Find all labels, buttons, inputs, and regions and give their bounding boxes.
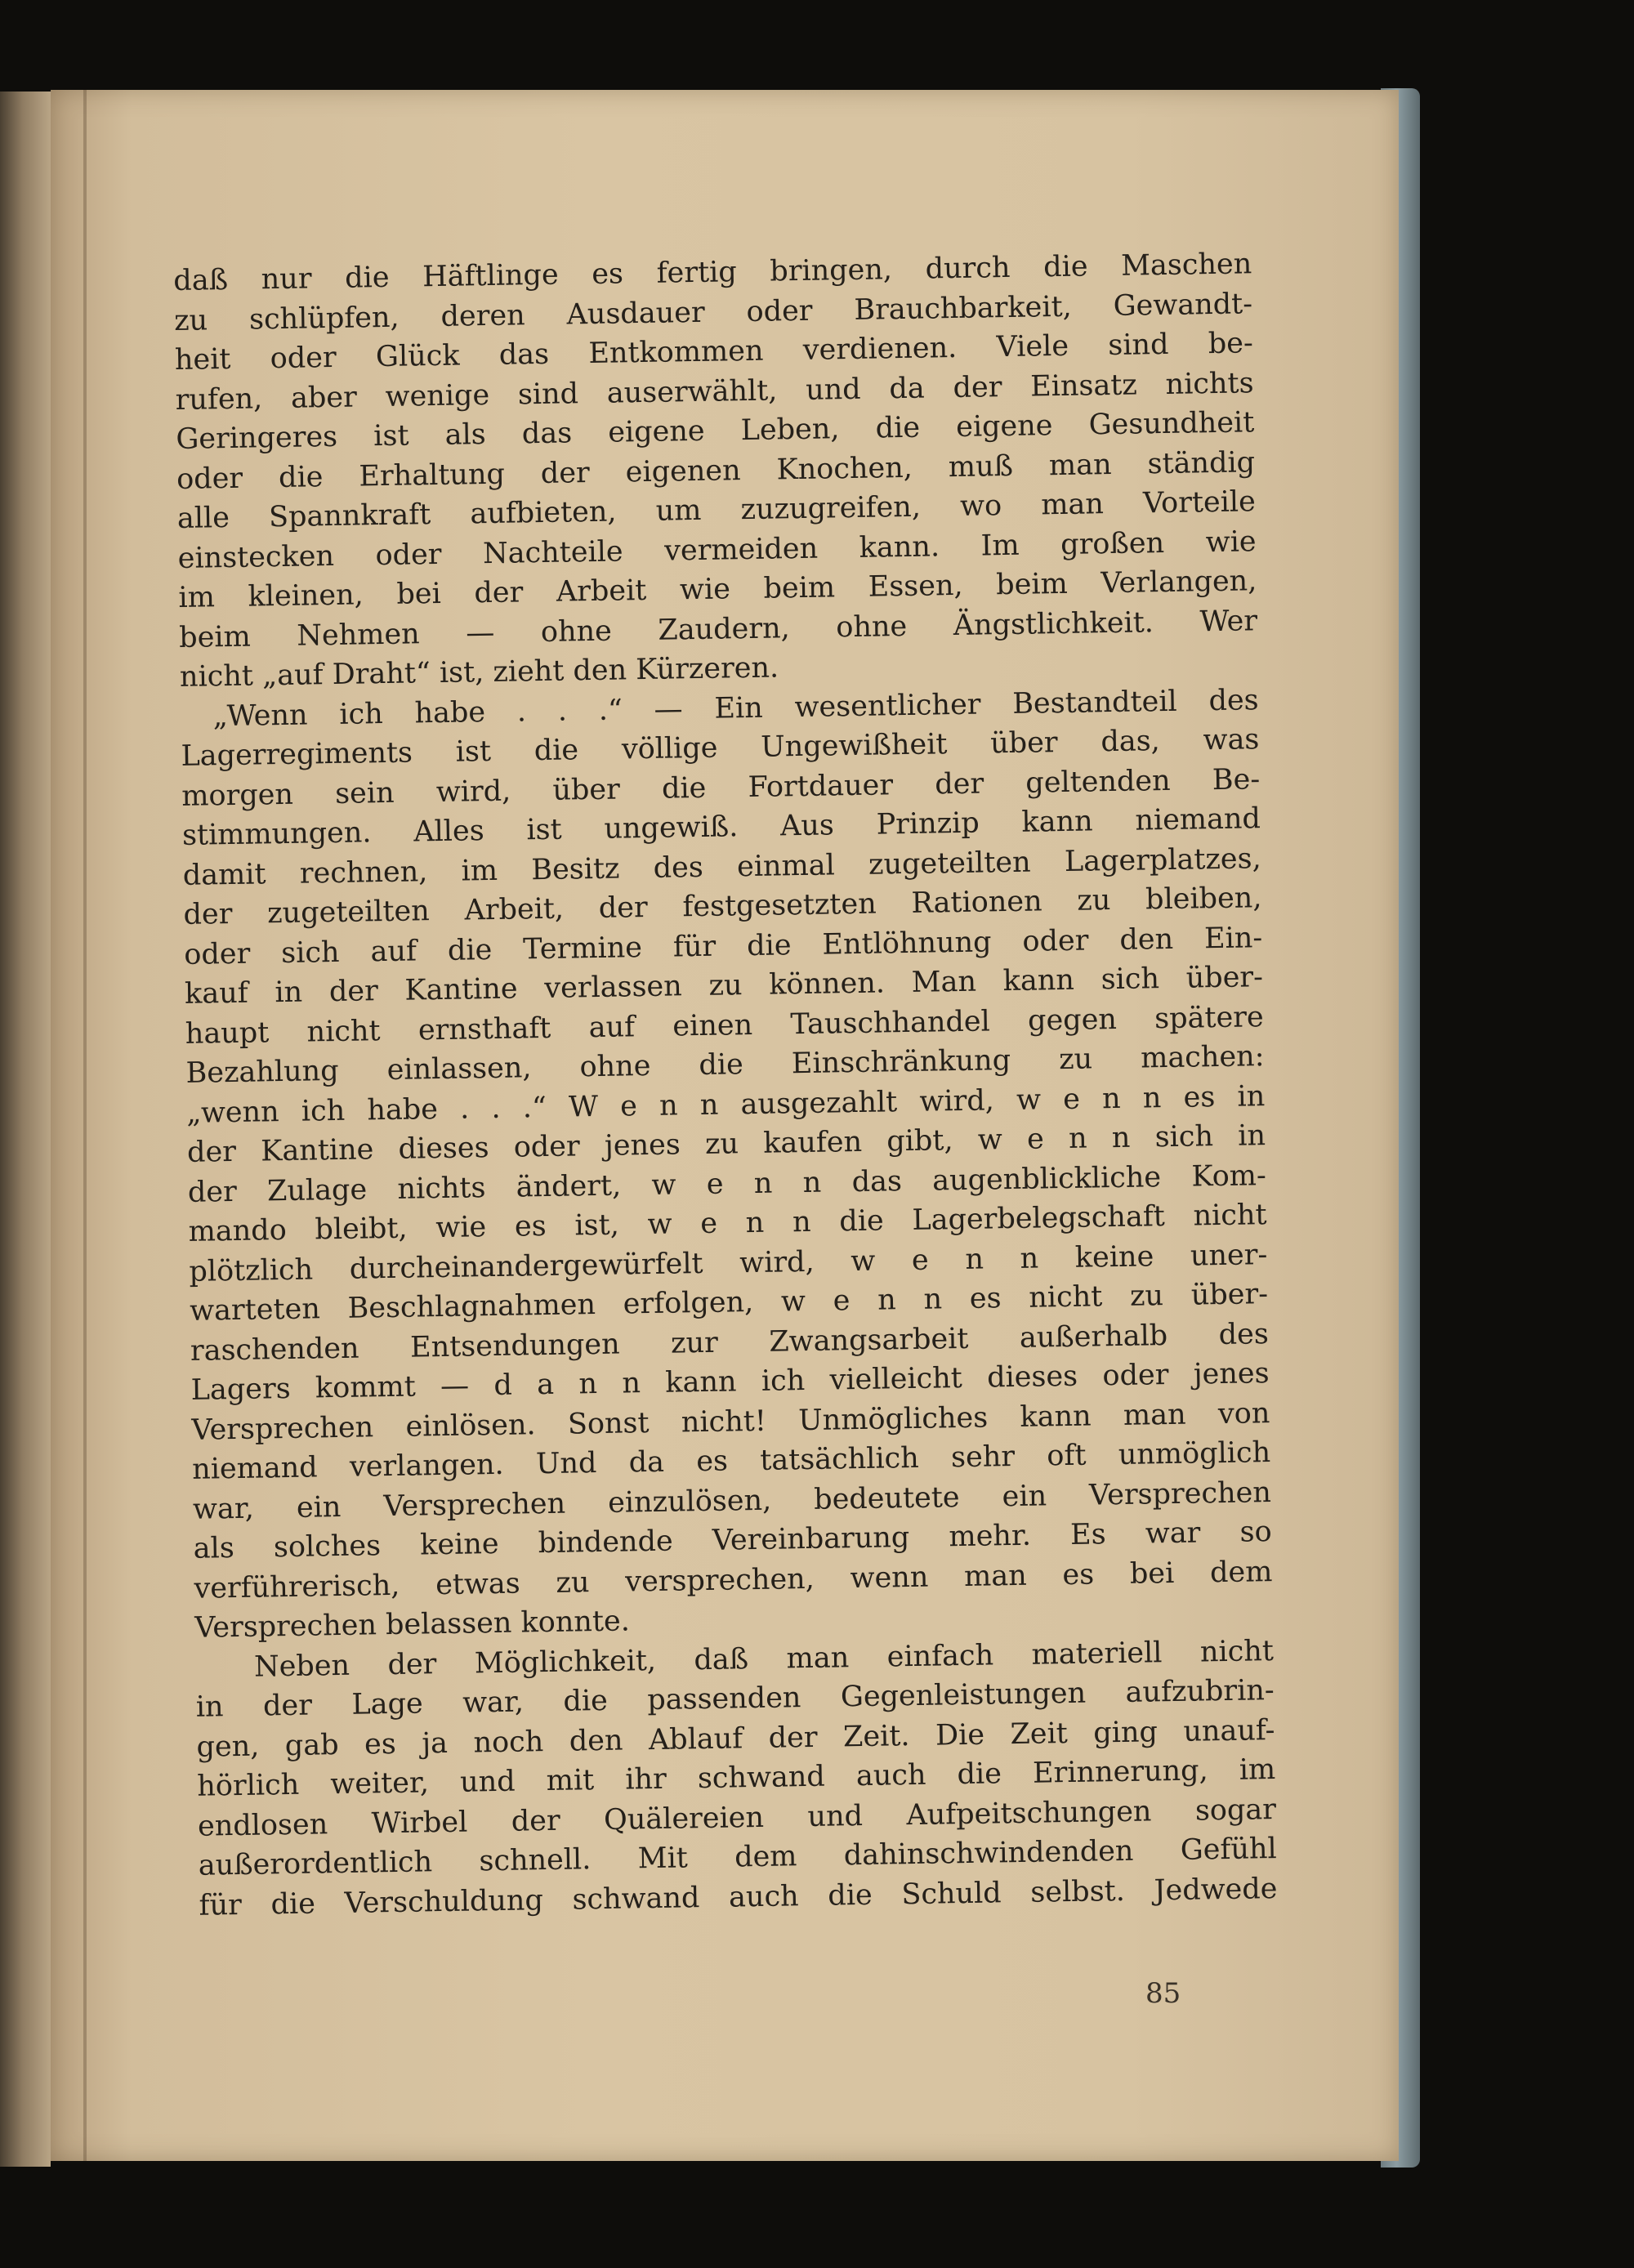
text-line: in der Lage war, die passenden Gegenleistungen aufzubrin- <box>195 1674 1275 1724</box>
text-line: daß nur die Häftlinge es fertig bringen, durch die Maschen <box>173 248 1252 297</box>
paragraph-start: „Wenn ich habe . . .“ — Ein wesentlicher Bestandteil des <box>212 683 1259 733</box>
text-line: war, ein Versprechen einzulösen, bedeutete ein Versprechen <box>192 1476 1272 1526</box>
text-line: für die Verschuldung schwand auch die Schuld selbst. Jedwede <box>199 1872 1278 1922</box>
text-line: kauf in der Kantine verlassen zu können. Man kann sich über- <box>184 961 1264 1011</box>
text-line: Bezahlung einlassen, ohne die Einschränkung zu machen: <box>185 1040 1265 1090</box>
body-text <box>173 244 1278 1925</box>
page-gutter <box>83 90 87 2161</box>
text-line: nicht „auf Draht“ ist, zieht den Kürzeren. <box>179 651 779 694</box>
text-line: heit oder Glück das Entkommen verdienen. Viele sind be- <box>174 327 1254 377</box>
text-line: Versprechen einlösen. Sonst nicht! Unmögliches kann man von <box>191 1396 1270 1447</box>
text-line: einstecken oder Nachteile vermeiden kann. Im großen wie <box>177 525 1257 575</box>
text-line: oder sich auf die Termine für die Entlöhnung oder den Ein- <box>184 921 1263 971</box>
text-line: „wenn ich habe . . .“ W e n n ausgezahlt wird, w e n n es in <box>186 1079 1266 1130</box>
text-line: alle Spannkraft aufbieten, um zuzugreifen, wo man Vorteile <box>176 485 1257 535</box>
text-line: außerordentlich schnell. Mit dem dahinschwindenden Gefühl <box>198 1833 1278 1882</box>
text-line: oder die Erhaltung der eigenen Knochen, muß man ständig <box>176 445 1256 496</box>
text-line: im kleinen, bei der Arbeit wie beim Essen, beim Verlangen, <box>178 565 1257 614</box>
book-page <box>51 90 1399 2161</box>
text-line: stimmungen. Alles ist ungewiß. Aus Prinzip kann niemand <box>181 802 1261 852</box>
text-line: Versprechen belassen konnte. <box>194 1605 631 1645</box>
text-line: verführerisch, etwas zu versprechen, wenn man es bei dem <box>194 1555 1273 1605</box>
text-line: der Kantine dieses oder jenes zu kaufen gibt, w e n n sich in <box>186 1119 1266 1169</box>
text-line: hörlich weiter, und mit ihr schwand auch die Erinnerung, im <box>197 1753 1276 1803</box>
text-line: niemand verlangen. Und da es tatsächlich sehr oft unmöglich <box>191 1436 1271 1486</box>
text-line: warteten Beschlagnahmen erfolgen, w e n n es nicht zu über- <box>189 1278 1269 1328</box>
text-line: Lagers kommt — d a n n kann ich vielleicht dieses oder jenes <box>190 1357 1270 1407</box>
text-line: morgen sein wird, über die Fortdauer der geltenden Be- <box>181 762 1261 813</box>
text-line: endlosen Wirbel der Quälereien und Aufpeitschungen sogar <box>197 1793 1277 1843</box>
text-line: haupt nicht ernsthaft auf einen Tauschhandel gegen spätere <box>185 1000 1265 1051</box>
text-line: mando bleibt, wie es ist, w e n n die Lagerbelegschaft nicht <box>188 1199 1267 1248</box>
text-line: damit rechnen, im Besitz des einmal zugeteilten Lagerplatzes, <box>182 842 1261 892</box>
text-line: plötzlich durcheinandergewürfelt wird, w e n n keine uner- <box>189 1238 1268 1288</box>
text-line: der Zulage nichts ändert, w e n n das augenblickliche Kom- <box>187 1159 1267 1209</box>
text-line: Geringeres ist als das eigene Leben, die eigene Gesundheit <box>176 406 1255 456</box>
paragraph-start: Neben der Möglichkeit, daß man einfach materiell nicht <box>253 1634 1275 1684</box>
text-line: rufen, aber wenige sind auserwählt, und da der Einsatz nichts <box>175 366 1254 417</box>
left-page-edge <box>0 92 51 2167</box>
text-line: raschenden Entsendungen zur Zwangsarbeit außerhalb des <box>190 1317 1270 1368</box>
text-line: der zugeteilten Arbeit, der festgesetzten Rationen zu bleiben, <box>183 882 1262 931</box>
text-line: als solches keine bindende Vereinbarung mehr. Es war so <box>193 1516 1272 1565</box>
text-line: gen, gab es ja noch den Ablauf der Zeit. Die Zeit ging unauf- <box>196 1713 1275 1764</box>
page-number: 85 <box>1145 1977 1181 2010</box>
text-line: Lagerregiments ist die völlige Ungewißheit über das, was <box>181 723 1260 773</box>
text-line: beim Nehmen — ohne Zaudern, ohne Ängstlichkeit. Wer <box>178 604 1258 654</box>
text-line: zu schlüpfen, deren Ausdauer oder Brauchbarkeit, Gewandt- <box>173 287 1253 337</box>
